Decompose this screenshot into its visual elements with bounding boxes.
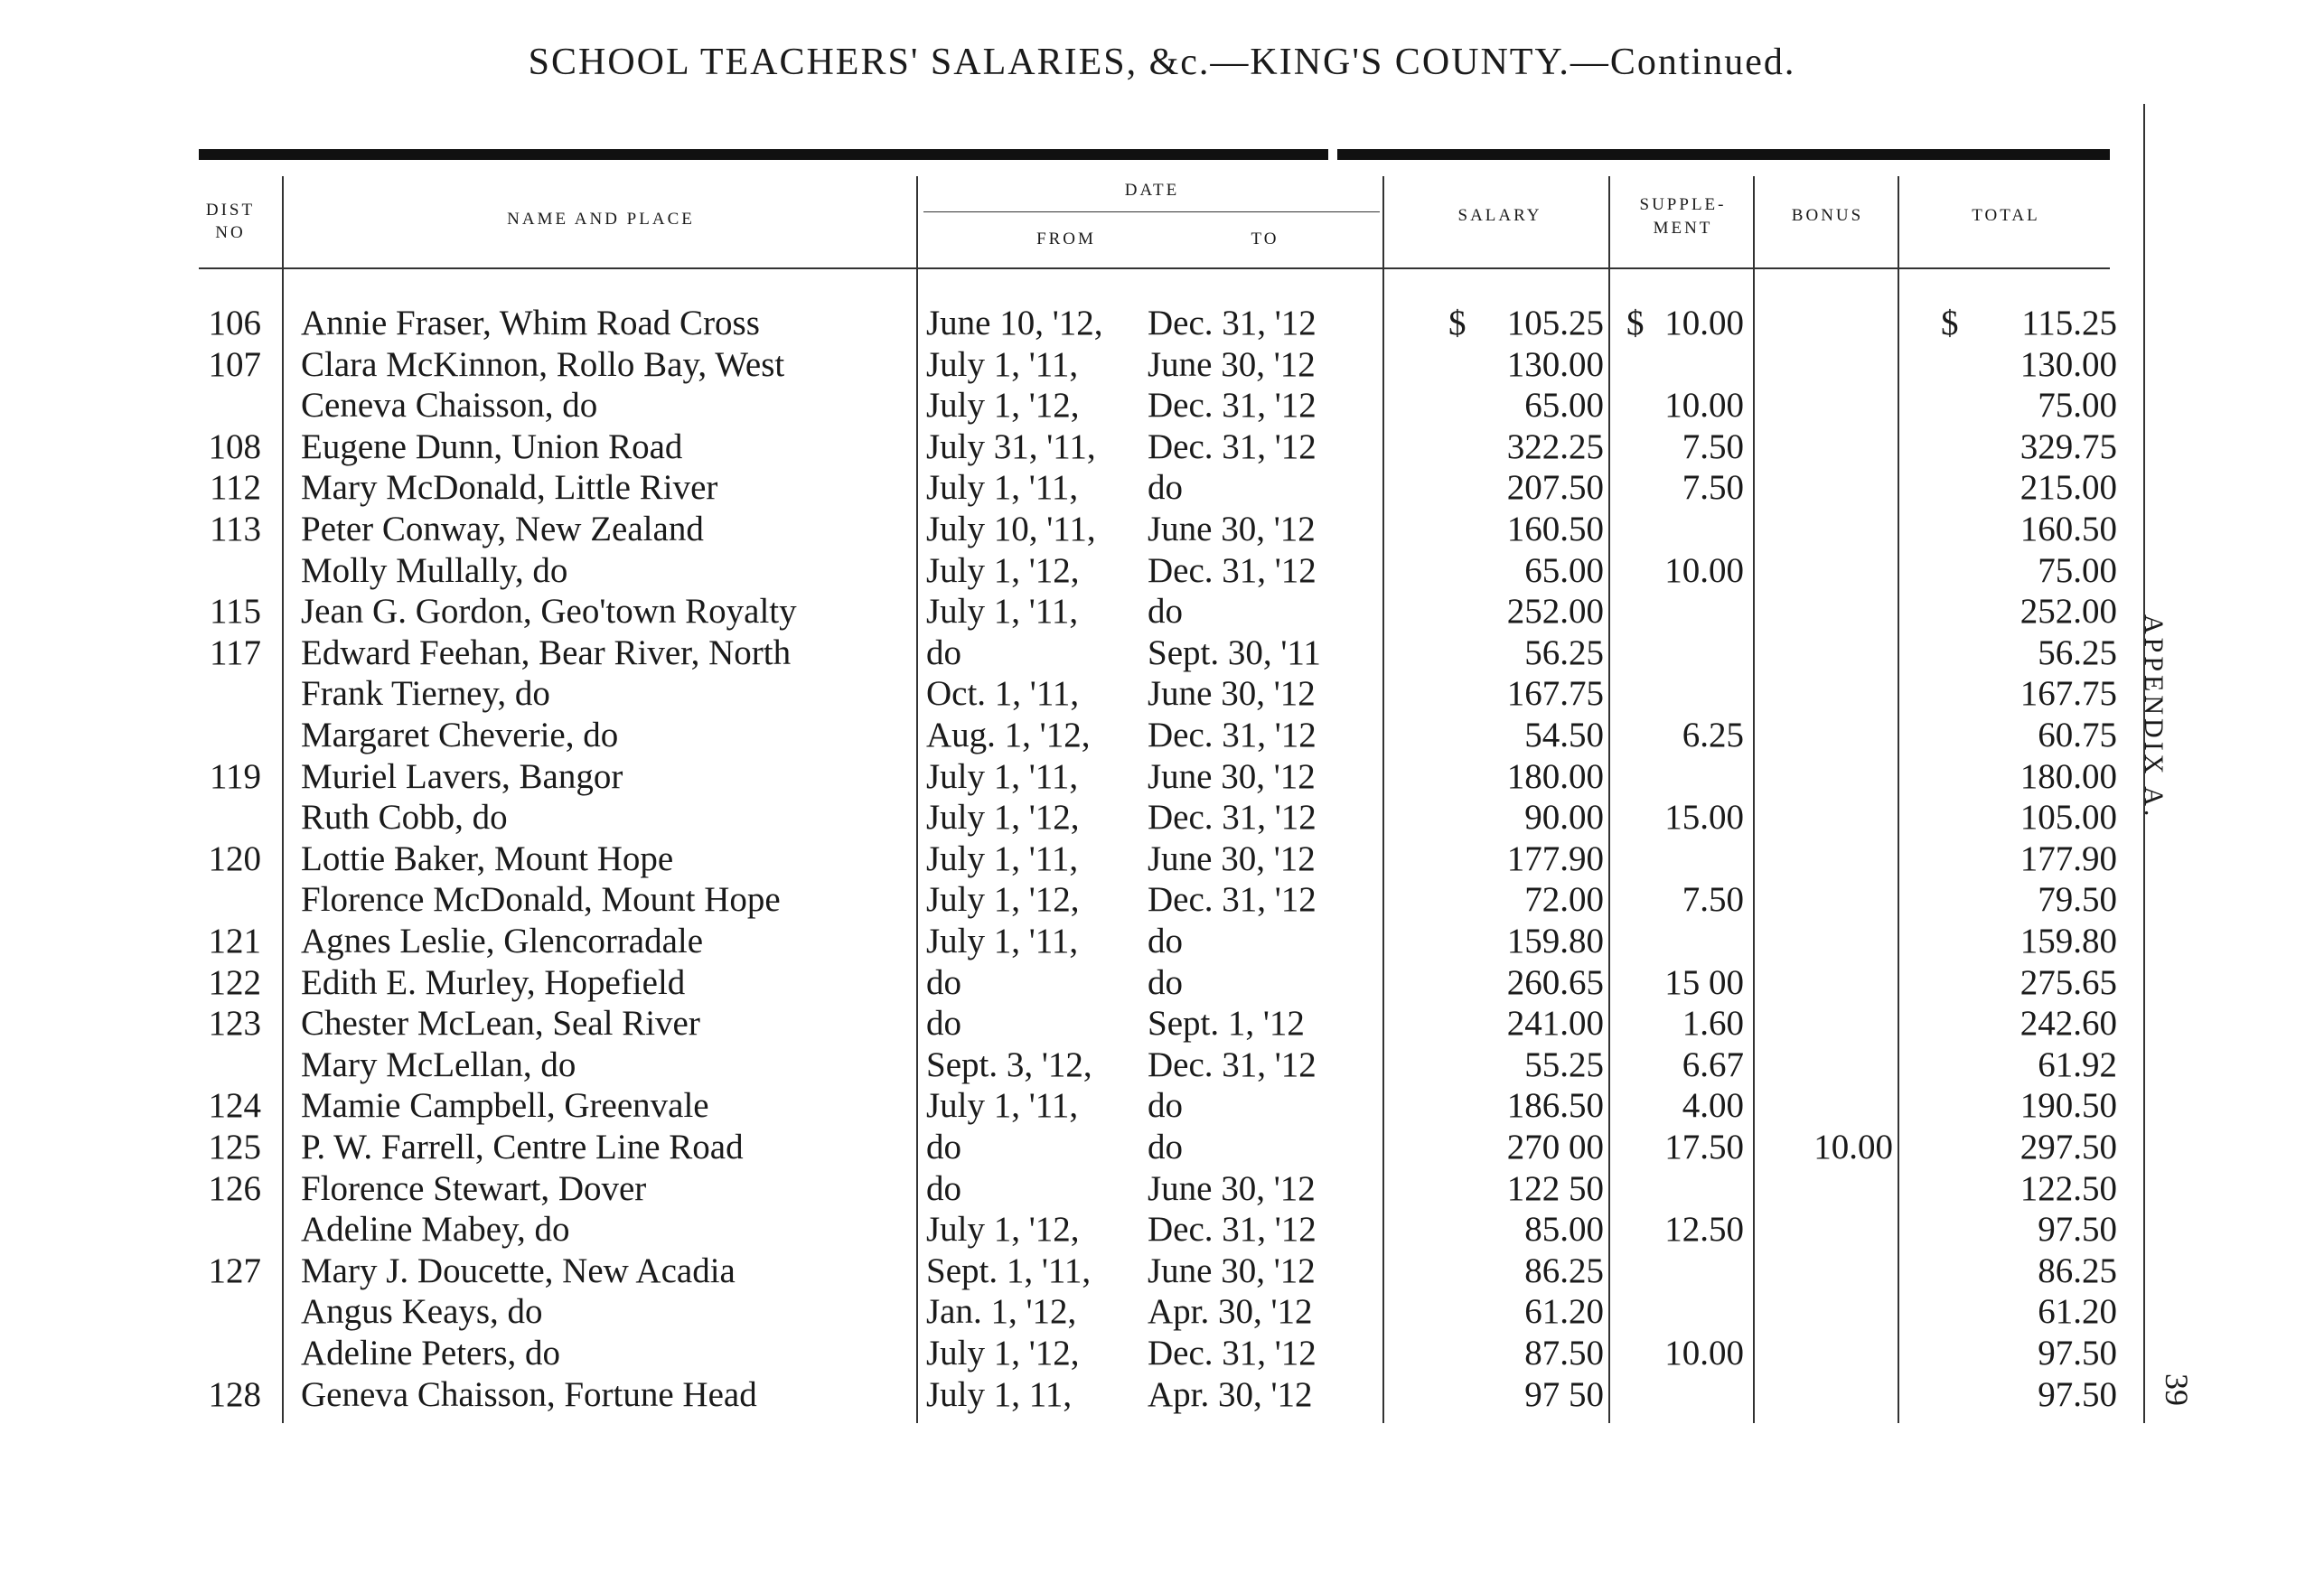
dist-number: 121 [208,922,261,960]
salary-value: 55.25 [1524,1045,1604,1084]
header-to: TO [1251,230,1279,248]
total-value: 86.25 [2038,1251,2117,1290]
appendix-label: APPENDIX A. [2139,614,2169,820]
table-row [0,591,2169,632]
bonus-value: 10.00 [1813,1128,1893,1166]
total-dollar-sign: $ [1941,304,1959,342]
total-value: 105.00 [2019,798,2117,838]
date-to: June 30, '12 [1148,1168,1316,1208]
supplement-value: 7.50 [1682,880,1744,920]
name-and-place: Clara McKinnon, Rollo Bay, West [301,344,785,384]
dist-number: 123 [208,1004,261,1044]
date-from: July 31, '11, [926,426,1096,466]
total-value: 275.65 [2019,962,2117,1002]
dist-number: 124 [208,1086,261,1126]
total-value: 167.75 [2019,674,2117,714]
table-row [0,550,2169,592]
date-from: July 1, '11, [926,468,1079,508]
total-value: 122.50 [2019,1168,2117,1208]
header-salary: SALARY [1457,206,1542,225]
table-row [0,1374,2169,1416]
total-value: 190.50 [2019,1086,2117,1126]
header-no: NO [215,223,246,242]
date-to: Dec. 31, '12 [1148,716,1317,754]
dist-number: 127 [208,1251,261,1290]
name-and-place: Angus Keays, do [301,1292,543,1332]
table-row [0,1085,2169,1127]
date-to: Dec. 31, '12 [1148,1045,1317,1084]
page-title: SCHOOL TEACHERS' SALARIES, &c.—KING'S COUNTY.—Continued. [528,42,1796,83]
dist-number: 125 [208,1128,261,1166]
name-and-place: Geneva Chaisson, Fortune Head [301,1374,757,1414]
header-from: FROM [1036,230,1096,248]
total-value: 177.90 [2019,839,2117,878]
date-from: July 1, '11, [926,592,1079,632]
salary-value: 56.25 [1524,632,1604,672]
name-and-place: Mary J. Doucette, New Acadia [301,1251,736,1290]
supplement-value: 4.00 [1682,1086,1744,1126]
date-from: Oct. 1, '11, [926,674,1080,714]
table-row [0,756,2169,798]
date-from: June 10, '12, [926,304,1103,342]
dist-number: 106 [208,304,261,342]
table-row [0,921,2169,962]
name-and-place: Muriel Lavers, Bangor [301,756,623,796]
date-from: do [926,962,961,1002]
salary-value: 159.80 [1506,922,1604,960]
total-value: 180.00 [2019,756,2117,796]
date-to: Apr. 30, '12 [1148,1292,1313,1332]
salary-value: 252.00 [1506,592,1604,632]
salary-value: 130.00 [1506,344,1604,384]
dist-number: 120 [208,839,261,878]
table-row [0,426,2169,468]
date-from: Sept. 1, '11, [926,1251,1092,1290]
total-value: 75.00 [2038,550,2117,590]
salary-value: 177.90 [1506,839,1604,878]
dist-number: 119 [209,756,261,796]
table-row [0,1168,2169,1210]
date-from: Jan. 1, '12, [926,1292,1077,1332]
date-from: July 1, '12, [926,1334,1080,1373]
name-and-place: Agnes Leslie, Glencorradale [301,922,704,960]
date-from: July 1, '12, [926,550,1080,590]
date-underline [923,211,1380,212]
name-and-place: Annie Fraser, Whim Road Cross [301,304,760,342]
total-value: 329.75 [2019,426,2117,466]
supplement-value: 15.00 [1664,798,1744,838]
date-from: do [926,1128,961,1166]
table-row [0,1127,2169,1168]
dist-number: 126 [208,1168,261,1208]
salary-value: 86.25 [1524,1251,1604,1290]
table-row [0,1251,2169,1292]
salary-value: 241.00 [1506,1004,1604,1044]
date-to: Dec. 31, '12 [1148,798,1317,838]
date-to: do [1148,592,1183,632]
table-row [0,344,2169,386]
date-to: June 30, '12 [1148,1251,1316,1290]
supplement-value: 12.50 [1664,1210,1744,1250]
name-and-place: Florence McDonald, Mount Hope [301,880,781,920]
salary-value: 180.00 [1506,756,1604,796]
name-and-place: Mary McLellan, do [301,1045,576,1084]
salary-dollar-sign: $ [1448,304,1467,342]
supplement-value: 10.00 [1664,386,1744,426]
salary-value: 72.00 [1524,880,1604,920]
dist-number: 115 [209,592,261,632]
total-value: 79.50 [2038,880,2117,920]
date-from: July 1, '11, [926,839,1079,878]
header-supplement-2: MENT [1653,219,1713,238]
date-from: July 1, '11, [926,922,1079,960]
date-from: July 1, '12, [926,1210,1080,1250]
name-and-place: Mary McDonald, Little River [301,468,718,508]
name-and-place: Edith E. Murley, Hopefield [301,962,686,1002]
name-and-place: Mamie Campbell, Greenvale [301,1086,709,1126]
date-to: do [1148,1086,1183,1126]
name-and-place: Florence Stewart, Dover [301,1168,647,1208]
table-row [0,797,2169,839]
name-and-place: Eugene Dunn, Union Road [301,426,683,466]
dist-number: 113 [209,510,261,548]
name-and-place: Edward Feehan, Bear River, North [301,632,792,672]
date-to: June 30, '12 [1148,839,1316,878]
header-total: TOTAL [1972,206,2040,225]
date-from: do [926,1168,961,1208]
total-value: 130.00 [2019,344,2117,384]
supplement-value: 17.50 [1664,1128,1744,1166]
supplement-value: 10.00 [1664,550,1744,590]
total-value: 159.80 [2019,922,2117,960]
supplement-dollar-sign: $ [1626,304,1645,342]
header-supplement-1: SUPPLE- [1639,195,1727,214]
table-row [0,1045,2169,1086]
dist-number: 112 [209,468,261,508]
date-to: Dec. 31, '12 [1148,386,1317,426]
table-row [0,632,2169,674]
salary-value: 97 50 [1524,1374,1604,1414]
date-to: do [1148,922,1183,960]
date-from: do [926,1004,961,1044]
date-to: Dec. 31, '12 [1148,426,1317,466]
date-to: do [1148,468,1183,508]
supplement-value: 10.00 [1664,1334,1744,1373]
total-value: 56.25 [2038,632,2117,672]
header-name-place: NAME AND PLACE [507,210,695,229]
date-from: July 1, '12, [926,798,1080,838]
date-to: Dec. 31, '12 [1148,1334,1317,1373]
total-value: 242.60 [2019,1004,2117,1044]
date-from: July 1, '11, [926,1086,1079,1126]
date-from: July 1, '12, [926,880,1080,920]
date-to: do [1148,962,1183,1002]
name-and-place: Jean G. Gordon, Geo'town Royalty [301,592,797,632]
supplement-value: 10.00 [1664,304,1744,342]
salary-value: 87.50 [1524,1334,1604,1373]
supplement-value: 6.25 [1682,716,1744,754]
name-and-place: Margaret Cheverie, do [301,716,619,754]
name-and-place: Ceneva Chaisson, do [301,386,598,426]
total-value: 61.20 [2038,1292,2117,1332]
total-value: 61.92 [2038,1045,2117,1084]
salary-value: 65.00 [1524,550,1604,590]
supplement-value: 6.67 [1682,1045,1744,1084]
dist-number: 117 [209,632,261,672]
salary-value: 61.20 [1524,1292,1604,1332]
salary-value: 260.65 [1506,962,1604,1002]
supplement-value: 7.50 [1682,468,1744,508]
name-and-place: Ruth Cobb, do [301,798,508,838]
name-and-place: Adeline Mabey, do [301,1210,570,1250]
table-row [0,839,2169,880]
date-to: do [1148,1128,1183,1166]
dist-number: 107 [208,344,261,384]
total-value: 60.75 [2038,716,2117,754]
salary-value: 65.00 [1524,386,1604,426]
salary-value: 186.50 [1506,1086,1604,1126]
date-to: Sept. 1, '12 [1148,1004,1305,1044]
date-to: June 30, '12 [1148,756,1316,796]
table-row [0,715,2169,756]
total-value: 215.00 [2019,468,2117,508]
salary-value: 207.50 [1506,468,1604,508]
supplement-value: 7.50 [1682,426,1744,466]
name-and-place: Chester McLean, Seal River [301,1004,700,1044]
total-value: 97.50 [2038,1210,2117,1250]
salary-value: 322.25 [1506,426,1604,466]
total-value: 252.00 [2019,592,2117,632]
header-date: DATE [1124,181,1180,200]
table-row [0,1003,2169,1045]
date-to: June 30, '12 [1148,344,1316,384]
date-to: Dec. 31, '12 [1148,304,1317,342]
name-and-place: Lottie Baker, Mount Hope [301,839,674,878]
date-to: Dec. 31, '12 [1148,550,1317,590]
salary-value: 54.50 [1524,716,1604,754]
name-and-place: P. W. Farrell, Centre Line Road [301,1128,744,1166]
header-bonus: BONUS [1791,206,1864,225]
salary-value: 122 50 [1506,1168,1604,1208]
table-row [0,879,2169,921]
total-value: 97.50 [2038,1334,2117,1373]
total-value: 297.50 [2019,1128,2117,1166]
page-number: 39 [2159,1373,2195,1406]
table-row [0,467,2169,509]
date-from: do [926,632,961,672]
total-value: 97.50 [2038,1374,2117,1414]
header-bottom-rule [199,267,2110,269]
total-value: 160.50 [2019,510,2117,548]
salary-value: 90.00 [1524,798,1604,838]
table-row [0,673,2169,715]
date-from: July 1, 11, [926,1374,1073,1414]
date-to: Apr. 30, '12 [1148,1374,1313,1414]
table-row [0,1209,2169,1251]
salary-value: 105.25 [1506,304,1604,342]
name-and-place: Adeline Peters, do [301,1334,561,1373]
supplement-value: 15 00 [1664,962,1744,1002]
salary-value: 85.00 [1524,1210,1604,1250]
name-and-place: Molly Mullally, do [301,550,568,590]
date-from: Aug. 1, '12, [926,716,1091,754]
date-to: June 30, '12 [1148,674,1316,714]
date-from: July 1, '11, [926,756,1079,796]
name-and-place: Frank Tierney, do [301,674,550,714]
date-to: June 30, '12 [1148,510,1316,548]
date-from: July 10, '11, [926,510,1096,548]
dist-number: 108 [208,426,261,466]
total-value: 75.00 [2038,386,2117,426]
salary-value: 160.50 [1506,510,1604,548]
table-row [0,1333,2169,1374]
date-from: Sept. 3, '12, [926,1045,1092,1084]
table-row [0,303,2169,344]
salary-value: 167.75 [1506,674,1604,714]
date-from: July 1, '12, [926,386,1080,426]
date-to: Sept. 30, '11 [1148,632,1321,672]
dist-number: 128 [208,1374,261,1414]
top-rule-left [199,149,1328,160]
total-value: 115.25 [2021,304,2117,342]
header-dist: DIST [205,201,256,220]
dist-number: 122 [208,962,261,1002]
date-from: July 1, '11, [926,344,1079,384]
table-row [0,385,2169,426]
date-to: Dec. 31, '12 [1148,1210,1317,1250]
table-row [0,962,2169,1004]
supplement-value: 1.60 [1682,1004,1744,1044]
top-rule-right [1337,149,2110,160]
date-to: Dec. 31, '12 [1148,880,1317,920]
name-and-place: Peter Conway, New Zealand [301,510,704,548]
table-row [0,1291,2169,1333]
salary-value: 270 00 [1506,1128,1604,1166]
table-row [0,509,2169,550]
